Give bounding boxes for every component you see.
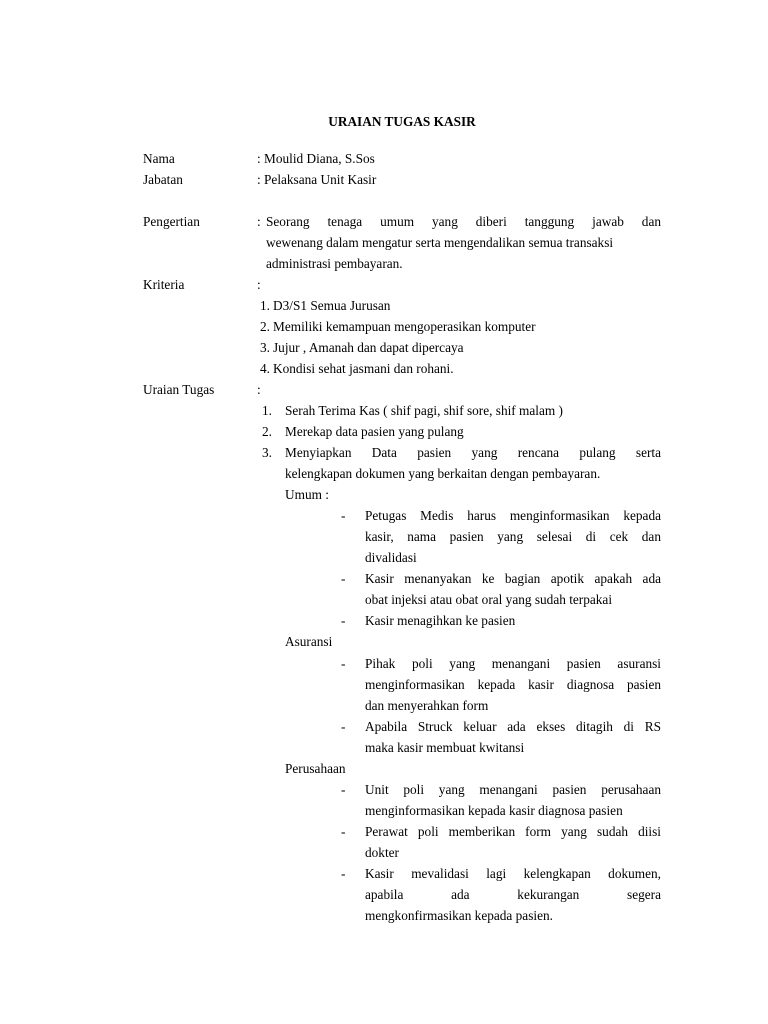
- bullet-dash: -: [341, 656, 346, 671]
- group-heading-perusahaan: Perusahaan: [285, 761, 346, 776]
- bullet-dash: -: [341, 613, 346, 628]
- bullet-dash: -: [341, 719, 346, 734]
- kriteria-item-number: 3.: [260, 340, 270, 355]
- nama-value: : Moulid Diana, S.Sos: [257, 151, 375, 166]
- bullet-text: Perawat poli memberikan form yang sudah diisi: [365, 824, 661, 839]
- uraian-item-number: 3.: [262, 445, 272, 460]
- uraian-colon: :: [257, 382, 261, 397]
- uraian-item-number: 1.: [262, 403, 272, 418]
- kriteria-item-text: Jujur , Amanah dan dapat dipercaya: [273, 340, 464, 355]
- bullet-text: obat injeksi atau obat oral yang sudah terpakai: [365, 592, 613, 607]
- bullet-text: Unit poli yang menangani pasien perusahaan: [365, 782, 661, 797]
- bullet-dash: -: [341, 508, 346, 523]
- group-heading-umum: Umum :: [285, 487, 329, 502]
- uraian-label: Uraian Tugas: [143, 382, 215, 397]
- kriteria-label: Kriteria: [143, 277, 185, 292]
- kriteria-item-text: Memiliki kemampuan mengoperasikan komputer: [273, 319, 536, 334]
- bullet-text: Kasir menanyakan ke bagian apotik apakah ada: [365, 571, 661, 586]
- uraian-item-text: Serah Terima Kas ( shif pagi, shif sore, shif malam ): [285, 403, 563, 418]
- bullet-text: kasir, nama pasien yang selesai di cek dan: [365, 529, 661, 544]
- pengertian-line: wewenang dalam mengatur serta mengendalikan semua transaksi: [266, 235, 614, 250]
- jabatan-label: Jabatan: [143, 172, 183, 187]
- bullet-text: divalidasi: [365, 550, 417, 565]
- bullet-dash: -: [341, 571, 346, 586]
- bullet-text: Pihak poli yang menangani pasien asuransi: [365, 656, 661, 671]
- jabatan-value: : Pelaksana Unit Kasir: [257, 172, 377, 187]
- uraian-item-text: kelengkapan dokumen yang berkaitan dengan pembayaran.: [285, 466, 601, 481]
- pengertian-line: Seorang tenaga umum yang diberi tanggung jawab dan: [266, 214, 661, 229]
- bullet-text: maka kasir membuat kwitansi: [365, 740, 525, 755]
- pengertian-label: Pengertian: [143, 214, 200, 229]
- bullet-text: Kasir mevalidasi lagi kelengkapan dokumen,: [365, 866, 661, 881]
- bullet-dash: -: [341, 866, 346, 881]
- bullet-text: Apabila Struck keluar ada ekses ditagih di RS: [365, 719, 661, 734]
- bullet-dash: -: [341, 782, 346, 797]
- uraian-item-text: Merekap data pasien yang pulang: [285, 424, 464, 439]
- kriteria-colon: :: [257, 277, 261, 292]
- bullet-text: Kasir menagihkan ke pasien: [365, 613, 516, 628]
- uraian-item-number: 2.: [262, 424, 272, 439]
- bullet-text: dokter: [365, 845, 399, 860]
- bullet-text: dan menyerahkan form: [365, 698, 489, 713]
- kriteria-item-number: 4.: [260, 361, 270, 376]
- kriteria-item-text: D3/S1 Semua Jurusan: [273, 298, 391, 313]
- bullet-text: menginformasikan kepada kasir diagnosa pasien: [365, 677, 661, 692]
- bullet-text: mengkonfirmasikan kepada pasien.: [365, 908, 553, 923]
- bullet-text: Petugas Medis harus menginformasikan kepada: [365, 508, 661, 523]
- pengertian-line: administrasi pembayaran.: [266, 256, 403, 271]
- nama-label: Nama: [143, 151, 175, 166]
- document-title: URAIAN TUGAS KASIR: [328, 114, 476, 129]
- kriteria-item-number: 2.: [260, 319, 270, 334]
- pengertian-colon: :: [257, 214, 261, 229]
- kriteria-item-number: 1.: [260, 298, 270, 313]
- uraian-item-text: Menyiapkan Data pasien yang rencana pulang serta: [285, 445, 661, 460]
- kriteria-item-text: Kondisi sehat jasmani dan rohani.: [273, 361, 454, 376]
- group-heading-asuransi: Asuransi: [285, 634, 333, 649]
- bullet-text: menginformasikan kepada kasir diagnosa pasien: [365, 803, 623, 818]
- bullet-dash: -: [341, 824, 346, 839]
- bullet-text: apabila ada kekurangan segera: [365, 887, 661, 902]
